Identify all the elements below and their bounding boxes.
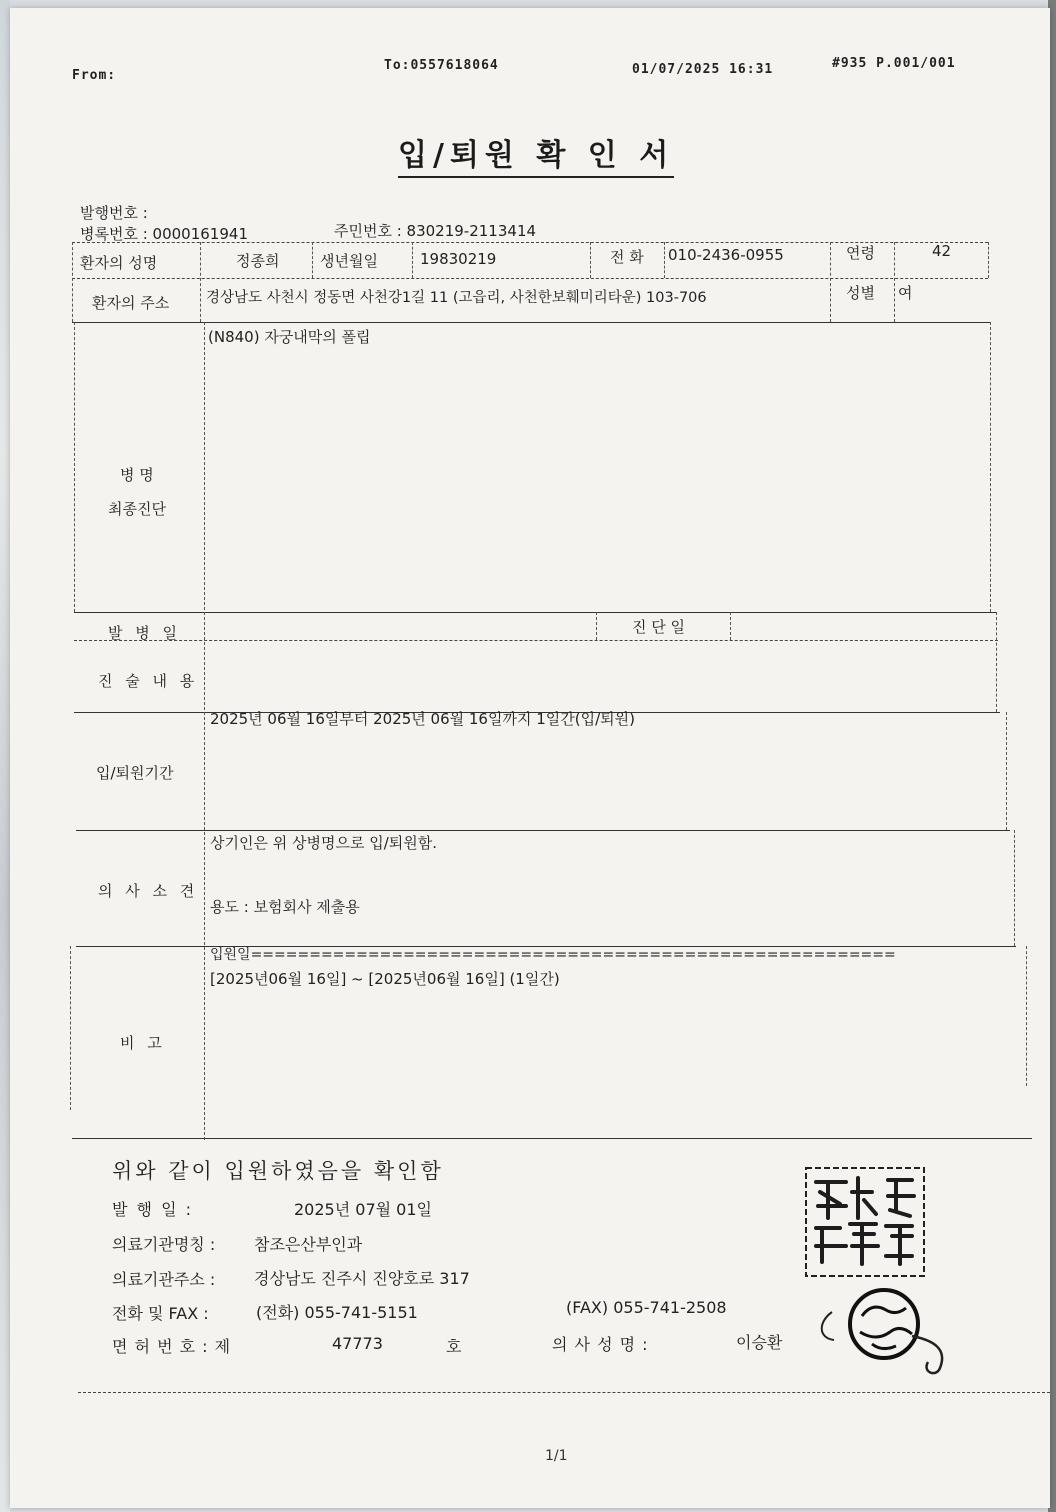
grid-line bbox=[1006, 712, 1007, 830]
grid-line bbox=[72, 322, 990, 323]
fax-from: From: bbox=[72, 68, 117, 83]
remarks-line1: 입원일======================================================= bbox=[210, 947, 896, 963]
doctor-name: 이승환 bbox=[736, 1333, 783, 1352]
opinion-line2: 용도 : 보험회사 제출용 bbox=[210, 898, 360, 916]
institution-phone: (전화) 055-741-5151 bbox=[256, 1303, 418, 1322]
institution-address-label: 의료기관주소 : bbox=[112, 1270, 216, 1289]
institution-name: 참조은산부인과 bbox=[254, 1235, 363, 1254]
institution-name-label: 의료기관명칭 : bbox=[112, 1235, 216, 1254]
grid-line bbox=[74, 612, 996, 613]
issue-date-label: 발 행 일 : bbox=[112, 1200, 194, 1219]
grid-line bbox=[72, 242, 73, 322]
grid-line bbox=[990, 322, 991, 612]
fax-to: To:0557618064 bbox=[384, 58, 499, 73]
patient-age: 42 bbox=[932, 242, 952, 260]
opinion-line1: 상기인은 위 상병명으로 입/퇴원함. bbox=[210, 834, 437, 852]
phone-label: 전 화 bbox=[610, 248, 644, 266]
grid-line bbox=[894, 242, 895, 322]
birth-date: 19830219 bbox=[420, 250, 497, 268]
fax-datetime: 01/07/2025 16:31 bbox=[632, 62, 774, 77]
final-diagnosis-label: 최종진단 bbox=[108, 500, 166, 518]
grid-line bbox=[988, 242, 989, 278]
patient-phone: 010-2436-0955 bbox=[668, 246, 784, 264]
grid-line bbox=[996, 612, 997, 712]
license-suffix: 호 bbox=[446, 1337, 462, 1356]
page-number: 1/1 bbox=[545, 1448, 568, 1464]
grid-line bbox=[1026, 946, 1027, 1086]
grid-line bbox=[664, 242, 665, 278]
remarks-label: 비 고 bbox=[120, 1034, 166, 1052]
grid-line bbox=[78, 1392, 1050, 1393]
institution-seal-icon bbox=[800, 1162, 930, 1282]
confirm-statement: 위와 같이 입원하였음을 확인함 bbox=[112, 1159, 444, 1183]
license-number: 47773 bbox=[332, 1334, 383, 1353]
grid-line bbox=[204, 322, 205, 1140]
doctor-label: 의 사 성 명 : bbox=[552, 1335, 649, 1354]
phone-fax-label: 전화 및 FAX : bbox=[112, 1304, 209, 1323]
fax-page: #935 P.001/001 bbox=[832, 56, 956, 71]
period-label: 입/퇴원기간 bbox=[96, 764, 174, 782]
patient-name-label: 환자의 성명 bbox=[80, 254, 158, 272]
grid-line bbox=[70, 946, 71, 1110]
statement-label: 진 술 내 용 bbox=[98, 672, 199, 690]
grid-line bbox=[72, 1138, 1032, 1139]
license-label: 면 허 번 호 : 제 bbox=[112, 1337, 232, 1356]
grid-line bbox=[74, 322, 75, 612]
institution-address: 경상남도 진주시 진양호로 317 bbox=[254, 1269, 470, 1288]
doctor-signature-icon bbox=[812, 1282, 962, 1382]
resident-number: 주민번호 : 830219-2113414 bbox=[334, 222, 537, 240]
opinion-label: 의 사 소 견 bbox=[98, 882, 199, 900]
issue-date: 2025년 07월 01일 bbox=[294, 1200, 432, 1219]
patient-address: 경상남도 사천시 정동면 사천강1길 11 (고읍리, 사천한보훼미리타운) 103-706 bbox=[206, 290, 707, 306]
birth-label: 생년월일 bbox=[320, 252, 378, 270]
patient-name: 정종희 bbox=[236, 252, 280, 270]
grid-line bbox=[76, 830, 1010, 831]
age-label: 연령 bbox=[846, 244, 875, 262]
diagnosis-date-label: 진 단 일 bbox=[632, 618, 686, 636]
grid-line bbox=[590, 242, 591, 278]
diagnosis-label: 병 명 bbox=[120, 466, 154, 484]
grid-line bbox=[312, 242, 313, 278]
grid-line bbox=[1014, 830, 1015, 946]
grid-line bbox=[730, 612, 731, 640]
grid-line bbox=[830, 242, 831, 322]
document-title: 입/퇴원 확 인 서 bbox=[398, 130, 674, 178]
grid-line bbox=[596, 612, 597, 640]
onset-label: 발 병 일 bbox=[108, 624, 182, 642]
grid-line bbox=[74, 640, 998, 641]
diagnosis-value: (N840) 자궁내막의 폴립 bbox=[208, 328, 371, 346]
issue-number-label: 발행번호 : bbox=[80, 204, 148, 222]
grid-line bbox=[200, 242, 201, 322]
chart-number: 병록번호 : 0000161941 bbox=[80, 225, 248, 243]
grid-line bbox=[72, 278, 988, 279]
sex-label: 성별 bbox=[846, 284, 875, 302]
institution-fax: (FAX) 055-741-2508 bbox=[566, 1298, 727, 1317]
background-edge bbox=[0, 0, 10, 1512]
address-label: 환자의 주소 bbox=[92, 294, 170, 312]
grid-line bbox=[412, 242, 413, 278]
patient-sex: 여 bbox=[898, 284, 913, 302]
remarks-line2: [2025년06월 16일] ~ [2025년06월 16일] (1일간) bbox=[210, 970, 560, 988]
period-value: 2025년 06월 16일부터 2025년 06월 16일까지 1일간(입/퇴원) bbox=[210, 710, 635, 728]
